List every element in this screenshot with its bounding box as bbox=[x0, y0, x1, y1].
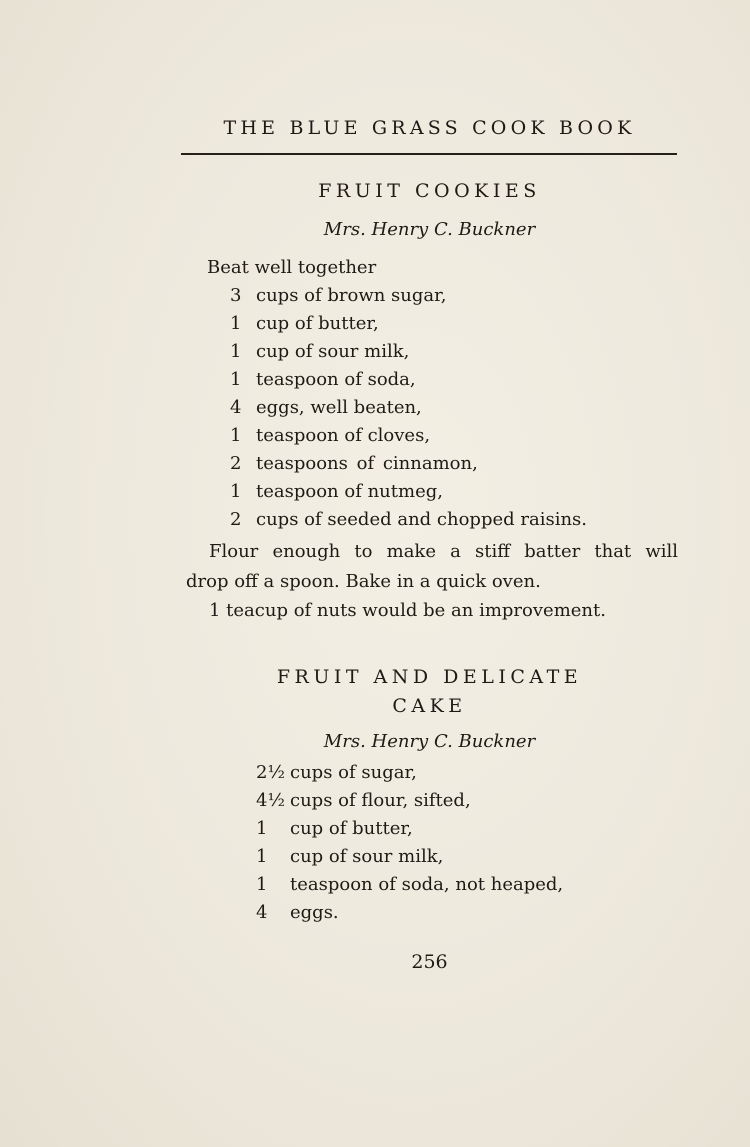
ingredient-qty: 4 bbox=[256, 902, 268, 923]
ingredient-qty: 4 bbox=[230, 397, 242, 418]
ingredient-line bbox=[230, 425, 430, 446]
header-rule bbox=[181, 153, 677, 155]
ingredient-qty: 2½ bbox=[256, 762, 285, 783]
ingredient-line bbox=[230, 313, 379, 334]
recipe-title-fruit-cookies: FRUIT COOKIES bbox=[318, 180, 541, 202]
ingredient-line bbox=[230, 369, 416, 390]
ingredient-text: cups of seeded and chopped raisins. bbox=[256, 509, 587, 530]
ingredient-line bbox=[230, 509, 587, 530]
ingredient-text: eggs. bbox=[290, 902, 339, 923]
ingredient-line bbox=[256, 790, 471, 811]
ingredient-text: cups of brown sugar, bbox=[256, 285, 447, 306]
recipe-title-line2: CAKE bbox=[392, 695, 467, 717]
recipe-intro: Beat well together bbox=[207, 257, 377, 278]
ingredient-text: cups of flour, sifted, bbox=[290, 790, 471, 811]
ingredient-qty: 1 bbox=[256, 818, 268, 839]
ingredient-qty: 1 bbox=[230, 425, 242, 446]
ingredient-qty: 1 bbox=[256, 846, 268, 867]
running-head: THE BLUE GRASS COOK BOOK bbox=[223, 117, 636, 139]
recipe-author: Mrs. Henry C. Buckner bbox=[323, 219, 536, 240]
ingredient-line bbox=[256, 762, 417, 783]
ingredient-text: cup of sour milk, bbox=[256, 341, 410, 362]
ingredient-qty: 1 bbox=[230, 369, 242, 390]
recipe-note: 1 teacup of nuts would be an improvement. bbox=[209, 600, 606, 621]
ingredient-qty: 1 bbox=[256, 874, 268, 895]
ingredient-line bbox=[256, 902, 339, 923]
ingredient-text: cups of sugar, bbox=[290, 762, 417, 783]
ingredient-text: teaspoon of soda, bbox=[256, 369, 416, 390]
ingredient-line bbox=[230, 453, 478, 474]
ingredient-text: cup of sour milk, bbox=[290, 846, 444, 867]
ingredient-line bbox=[256, 874, 563, 895]
ingredient-line bbox=[256, 818, 413, 839]
recipe-author: Mrs. Henry C. Buckner bbox=[323, 731, 536, 752]
ingredient-line bbox=[230, 341, 409, 362]
ingredient-qty: 1 bbox=[230, 341, 242, 362]
ingredient-qty: 1 bbox=[230, 313, 242, 334]
ingredient-text: cup of butter, bbox=[290, 818, 413, 839]
ingredient-line bbox=[256, 846, 443, 867]
ingredient-line bbox=[230, 481, 443, 502]
ingredient-text: eggs, well beaten, bbox=[256, 397, 422, 418]
ingredient-line bbox=[230, 397, 422, 418]
direction-text: Flour enough to make a stiff batter that will bbox=[209, 541, 678, 562]
ingredient-text: teaspoons of cinnamon, bbox=[256, 453, 478, 474]
ingredient-qty: 2 bbox=[230, 509, 242, 530]
page-number: 256 bbox=[411, 951, 448, 973]
direction-text: drop off a spoon. Bake in a quick oven. bbox=[186, 571, 541, 592]
ingredient-text: teaspoon of soda, not heaped, bbox=[290, 874, 564, 895]
ingredient-text: cup of butter, bbox=[256, 313, 379, 334]
recipe-title-fruit-delicate-cake: FRUIT AND DELICATE bbox=[276, 666, 583, 688]
ingredient-qty: 3 bbox=[230, 285, 242, 306]
ingredient-qty: 4½ bbox=[256, 790, 285, 811]
ingredient-line bbox=[230, 285, 447, 306]
ingredient-text: teaspoon of nutmeg, bbox=[256, 481, 443, 502]
ingredient-qty: 2 bbox=[230, 453, 242, 474]
ingredient-text: teaspoon of cloves, bbox=[256, 425, 431, 446]
ingredient-qty: 1 bbox=[230, 481, 242, 502]
